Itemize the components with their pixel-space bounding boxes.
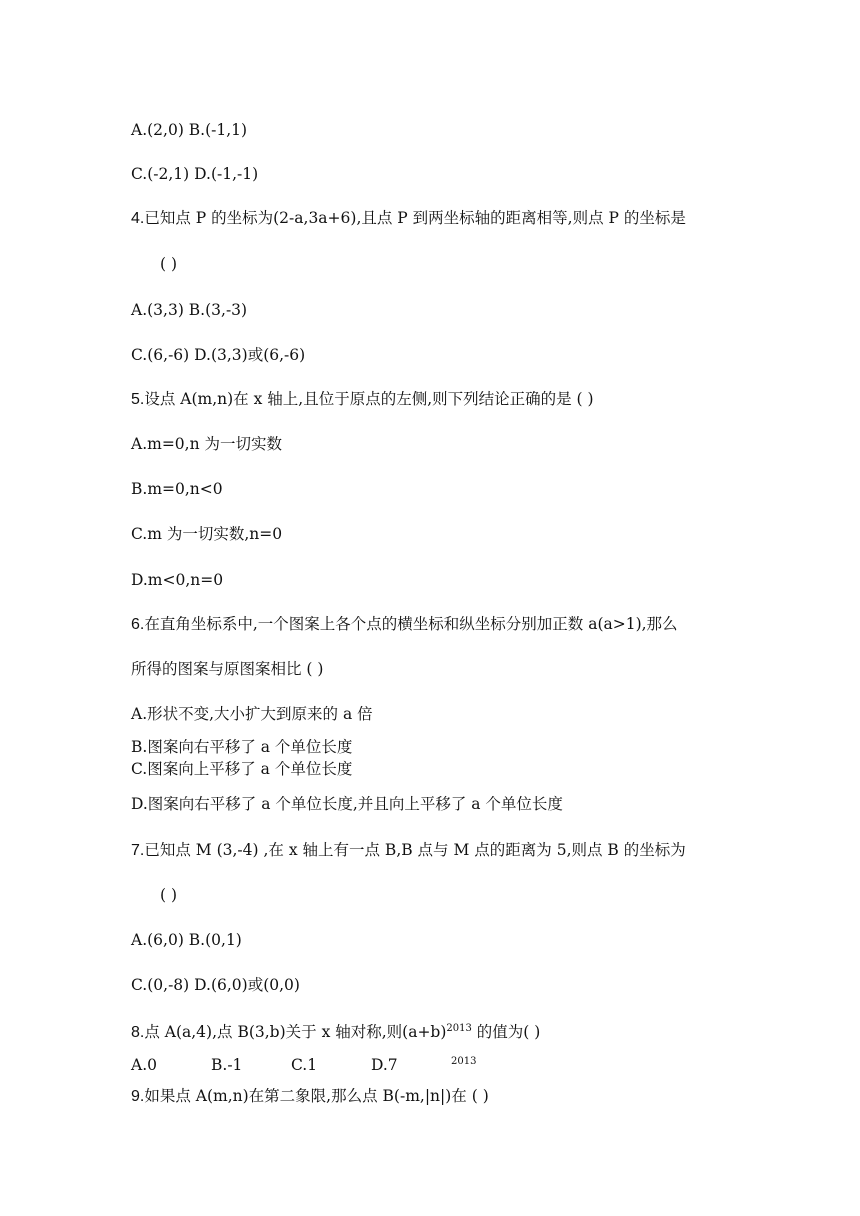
q6-option-b: B.图案向右平移了 a 个单位长度 — [131, 738, 353, 756]
q5-option-c: C.m 为一切实数,n=0 — [131, 525, 283, 543]
q9-stem: 9.如果点 A(m,n)在第二象限,那么点 B(-m,|n|)在 ( ) — [131, 1087, 489, 1105]
q4-answer-blank: ( ) — [160, 255, 178, 273]
q6-option-c: C.图案向上平移了 a 个单位长度 — [131, 760, 353, 778]
q8-option-d: D.7 $^{2013}$ — [371, 1056, 477, 1075]
q5-option-b: B.m=0,n<0 — [131, 480, 223, 498]
q8-options — [131, 1052, 476, 1075]
q7-number: 7. — [131, 842, 145, 859]
q5-number: 5. — [131, 391, 145, 408]
q6-stem-1: 6.在直角坐标系中,一个图案上各个点的横坐标和纵坐标分别加正数 a(a>1),那么 — [131, 615, 678, 633]
q4-number: 4. — [131, 210, 145, 227]
q8-stem: 8.点 A(a,4),点 B(3,b)关于 x 轴对称,则$(a+b)^{2013}$ 的值为( ) — [131, 1023, 541, 1042]
q7-options-ab: A.(6,0) B.(0,1) — [131, 931, 242, 949]
q7-stem: 7.已知点 M (3,-4) ,在 x 轴上有一点 B,B 点与 M 点的距离为 5,则点 B 的坐标为 — [131, 841, 686, 859]
q9-number: 9. — [131, 1088, 145, 1105]
q8-option-a: A.0 — [131, 1056, 157, 1075]
q5-option-d: D.m<0,n=0 — [131, 571, 224, 589]
q8-option-c: C.1 — [291, 1056, 318, 1075]
q5-option-a: A.m=0,n 为一切实数 — [131, 435, 283, 453]
q4-options-cd: C.(6,-6) D.(3,3)或(6,-6) — [131, 346, 306, 364]
q6-option-a: A.形状不变,大小扩大到原来的 a 倍 — [131, 705, 373, 723]
q3-options-cd: C.(-2,1) D.(-1,-1) — [131, 165, 259, 183]
q6-stem-2: 所得的图案与原图案相比 ( ) — [131, 660, 324, 678]
q3-options-ab: A.(2,0) B.(-1,1) — [131, 121, 248, 139]
q5-stem: 5.设点 A(m,n)在 x 轴上,且位于原点的左侧,则下列结论正确的是 ( ) — [131, 390, 594, 408]
q6-number: 6. — [131, 616, 145, 633]
q7-answer-blank: ( ) — [160, 886, 178, 904]
q8-option-b: B.-1 — [211, 1056, 243, 1075]
q6-option-d: D.图案向右平移了 a 个单位长度,并且向上平移了 a 个单位长度 — [131, 795, 563, 813]
q8-number: 8. — [131, 1024, 145, 1042]
q8-exponent: 2013 — [446, 1023, 472, 1034]
q8-option-d-exponent: 2013 — [451, 1056, 477, 1067]
q7-options-cd: C.(0,-8) D.(6,0)或(0,0) — [131, 976, 300, 994]
q4-options-ab: A.(3,3) B.(3,-3) — [131, 301, 248, 319]
q4-stem: 4.已知点 P 的坐标为(2-a,3a+6),且点 P 到两坐标轴的距离相等,则点 P 的坐标是 — [131, 209, 686, 227]
